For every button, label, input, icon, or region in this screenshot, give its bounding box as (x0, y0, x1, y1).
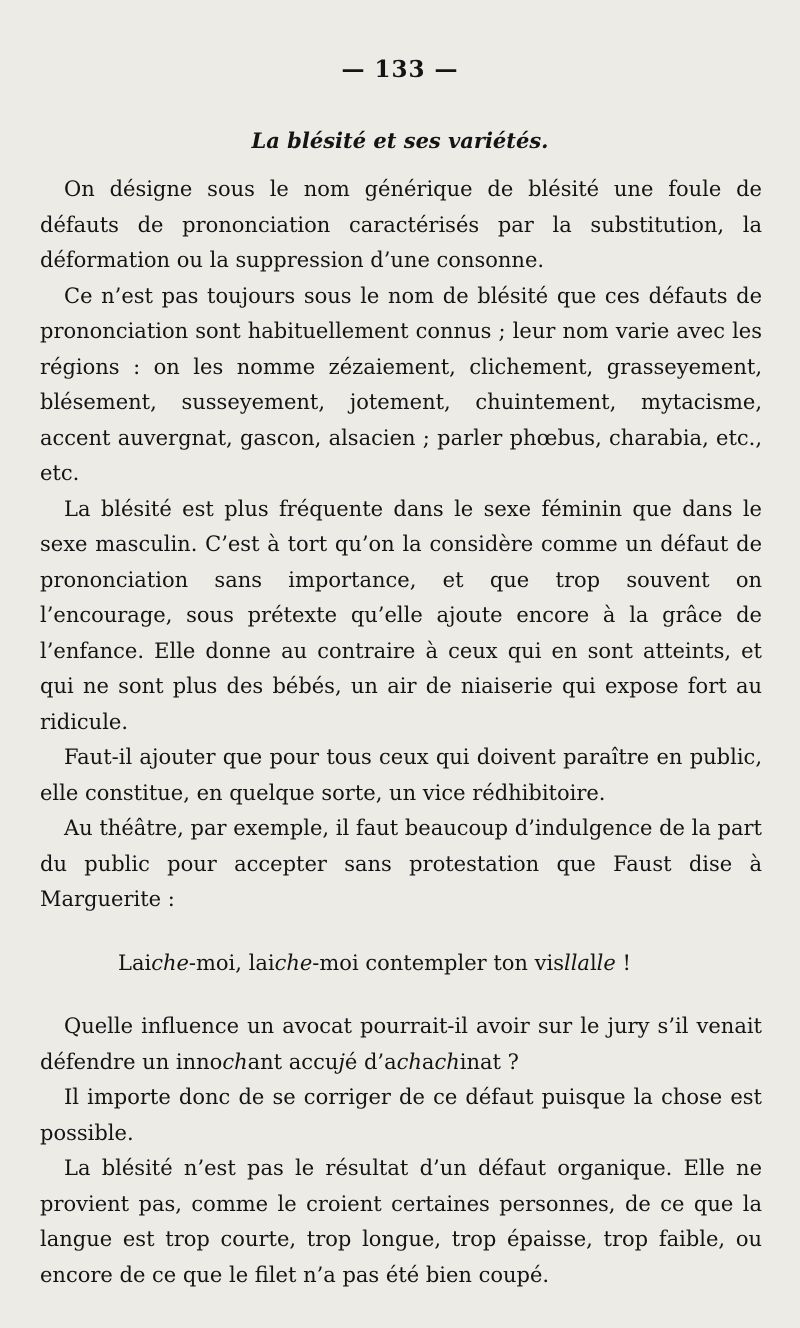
jury-italic: ch (396, 1049, 422, 1074)
paragraph-correction: Il importe donc de se corriger de ce défaut puisque la chose est possible. (40, 1085, 762, 1145)
verse-part: l (589, 950, 597, 975)
body-text (40, 172, 762, 1293)
paragraph-names: Ce n’est pas toujours sous le nom de blésité que ces défauts de prononciation sont habituellement connus ; leur nom varie avec les régions : on les nomme zézaiement, clichement, grasseyement, blésement, susseyement, jotement, chuintement, mytacisme, accent auvergnat, gascon, alsacien ; parler phœbus, charabia, etc., etc. (40, 283, 762, 485)
verse-part: -moi, lai (188, 950, 275, 975)
paragraph-theatre: Au théâtre, par exemple, il faut beaucoup d’indulgence de la part du public pour accepter sans protestation que Faust dise à Marguerite : (40, 816, 762, 911)
verse-italic: che (274, 950, 313, 975)
jury-part: ant accu (247, 1049, 339, 1074)
paragraph-organic: La blésité n’est pas le résultat d’un défaut organique. Elle ne provient pas, comme le croient certaines personnes, de ce que la langue est trop courte, trop longue, trop épaisse, trop faible, ou encore de ce que le filet n’a pas été bien coupé. (40, 1156, 762, 1287)
verse-italic: lla (564, 950, 590, 975)
paragraph-frequency: La blésité est plus fréquente dans le sexe féminin que dans le sexe masculin. C’est à tort qu’on la considère comme un défaut de prononciation sans importance, et que trop souvent on l’encourage, sous prétexte qu’elle ajoute encore à la grâce de l’enfance. Elle donne au contraire à ceux qui en sont atteints, et qui ne sont plus des bébés, un air de niaiserie qui expose fort au ridicule. (40, 496, 762, 734)
jury-italic: ch (222, 1049, 248, 1074)
jury-italic: ch (434, 1049, 460, 1074)
verse-part: ! (615, 950, 631, 975)
verse-part: -moi contempler ton vis (312, 950, 564, 975)
verse-italic: le (596, 950, 616, 975)
verse-quote (40, 946, 762, 982)
jury-part: a (421, 1049, 435, 1074)
verse-part: Lai (118, 950, 152, 975)
jury-part: Quelle influence un avocat pourrait-il avoir sur le jury s’il venait défendre un inno (40, 1014, 762, 1074)
jury-italic: j (338, 1049, 345, 1074)
jury-part: inat ? (459, 1049, 519, 1074)
paragraph-definition: On désigne sous le nom générique de blésité une foule de défauts de prononciation caractérisés par la substitution, la déformation ou la suppression d’une consonne. (40, 177, 762, 272)
paragraph-jury (40, 1009, 762, 1080)
page-number: — 133 — (341, 56, 459, 83)
paragraph-public: Faut-il ajouter que pour tous ceux qui doivent paraître en public, elle constitue, en quelque sorte, un vice rédhibitoire. (40, 745, 762, 805)
verse-italic: che (151, 950, 189, 975)
section-title: La blésité et ses variétés. (251, 128, 549, 153)
jury-part: é d’a (344, 1049, 397, 1074)
